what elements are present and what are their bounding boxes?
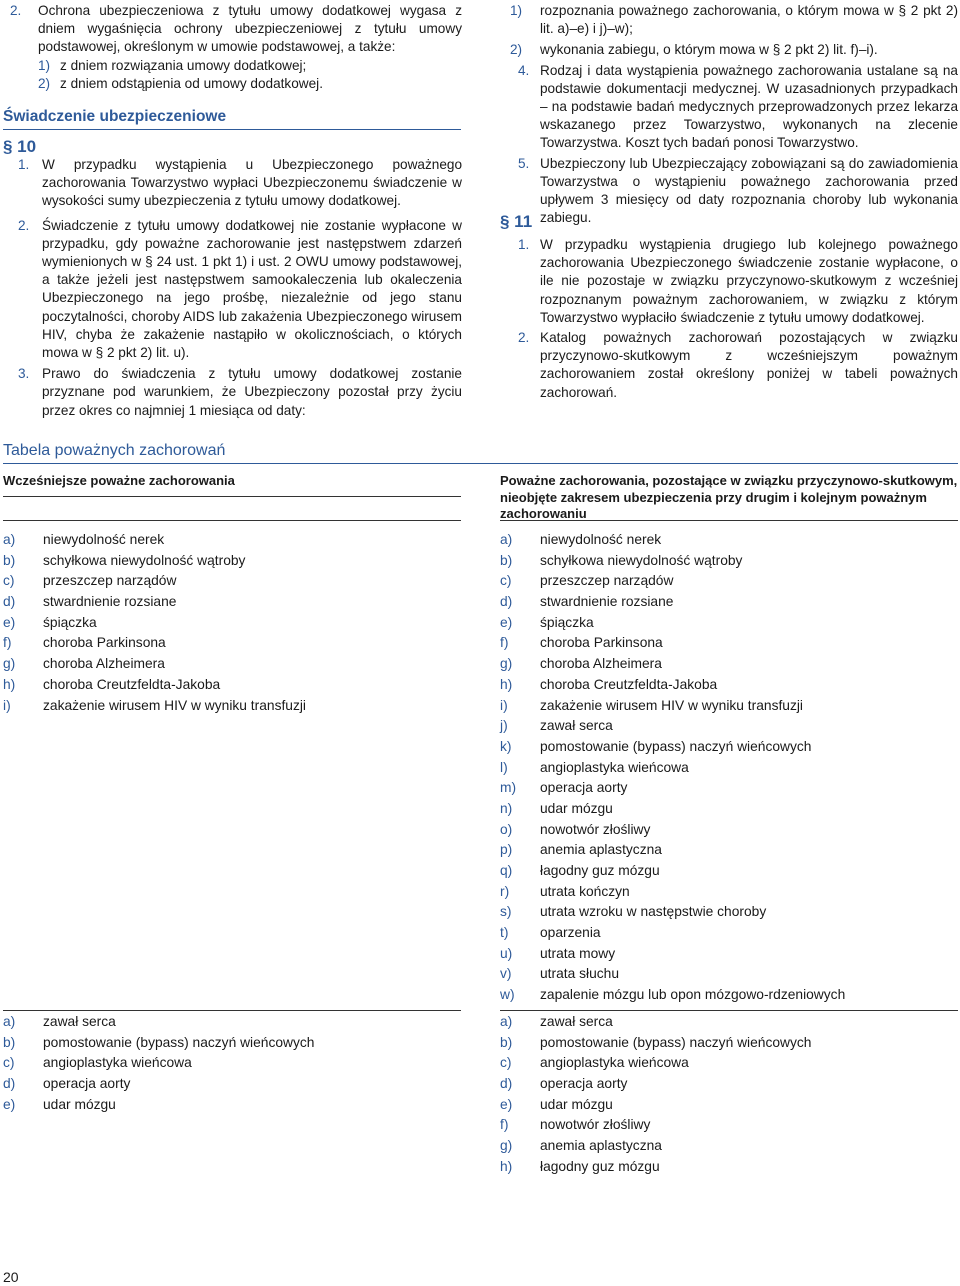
section-10-body <box>10 156 462 420</box>
row-letter: a) <box>3 532 16 547</box>
row-letter: m) <box>500 780 517 796</box>
subitem-number: 1) <box>38 57 51 73</box>
row-text: przeszczep narządów <box>43 573 177 589</box>
item-text: Rodzaj i data wystąpienia poważnego zachorowania ustalane są na podstawie dokumentacji medycznej. W uzasadnionych przypadkach – na podstawie badań medycznych przeprowadzonych przez lekarza wskazanego przez Towarzystwo, wykonanych na zlecenie Towarzystwa. Koszt tych badań ponosi Towarzystwo. <box>540 62 958 151</box>
row-letter: c) <box>3 573 15 589</box>
header-rule-left <box>3 520 461 521</box>
table-row <box>3 654 461 675</box>
row-text: utrata mowy <box>540 945 616 961</box>
group1-left-list <box>3 530 461 716</box>
row-text: nowotwór złośliwy <box>540 821 651 837</box>
table-title: Tabela poważnych zachorowań <box>3 442 958 464</box>
table-row <box>500 571 958 592</box>
row-text: śpiączka <box>43 614 97 630</box>
row-text: angioplastyka wieńcowa <box>43 1055 192 1071</box>
row-letter: i) <box>500 697 508 713</box>
row-letter: u) <box>500 945 513 961</box>
item <box>510 155 958 228</box>
row-text: choroba Parkinsona <box>43 635 166 651</box>
row-letter: i) <box>3 697 11 713</box>
row-text: choroba Creutzfeldta-Jakoba <box>43 676 221 692</box>
row-text: anemia aplastyczna <box>540 1138 662 1154</box>
table-row <box>500 716 958 737</box>
item <box>510 236 958 327</box>
row-text: operacja aorty <box>540 1076 628 1092</box>
subitem-text: rozpoznania poważnego zachorowania, o którym mowa w § 2 pkt 2) lit. a)–e) i j)–w); <box>540 3 958 37</box>
right-column <box>510 2 958 227</box>
row-text: utrata słuchu <box>540 966 619 982</box>
row-text: niewydolność nerek <box>540 532 662 547</box>
section-mark-11: § 11 <box>500 212 533 231</box>
row-text: nowotwór złośliwy <box>540 1117 651 1133</box>
row-letter: q) <box>500 863 513 878</box>
row-text: zawał serca <box>540 1014 613 1029</box>
subitem-text: z dniem rozwiązania umowy dodatkowej; <box>60 57 307 73</box>
subitem-text: wykonania zabiegu, o którym mowa w § 2 pkt 2) lit. f)–i). <box>540 42 878 58</box>
row-text: niewydolność nerek <box>43 532 165 547</box>
item-text: Katalog poważnych zachorowań pozostających w związku przyczynowo-skutkowym z wcześniejszym poważnym zachorowaniem został określony poniżej w tabeli poważnych zachorowań. <box>540 330 958 400</box>
row-letter: b) <box>500 1034 513 1050</box>
row-text: zakażenie wirusem HIV w wyniku transfuzji <box>540 697 803 713</box>
row-letter: s) <box>500 904 512 920</box>
row-text: angioplastyka wieńcowa <box>540 759 689 775</box>
table-row <box>500 944 958 965</box>
table-row <box>3 530 461 551</box>
row-letter: f) <box>500 635 509 651</box>
row-text: pomostowanie (bypass) naczyń wieńcowych <box>43 1034 315 1050</box>
subitem <box>10 75 462 93</box>
table-header-right: Poważne zachorowania, pozostające w związku przyczynowo-skutkowym, nieobjęte zakresem ubezpieczenia przy drugim i kolejnym poważnym zachorowaniu <box>500 473 958 521</box>
table-row <box>500 530 958 551</box>
page-number: 20 <box>3 1269 19 1285</box>
item-2-expiry <box>10 2 462 57</box>
table-row <box>3 592 461 613</box>
item-number: 2. <box>18 217 30 233</box>
table-row <box>3 633 461 654</box>
table-row <box>3 613 461 634</box>
subitem-number: 1) <box>510 3 523 18</box>
row-letter: e) <box>3 1096 16 1112</box>
row-letter: c) <box>500 1055 512 1071</box>
row-text: operacja aorty <box>540 780 628 796</box>
row-letter: e) <box>500 614 513 630</box>
row-text: pomostowanie (bypass) naczyń wieńcowych <box>540 1034 812 1050</box>
table-row <box>3 1095 461 1116</box>
table-row <box>500 799 958 820</box>
row-text: zapalenie mózgu lub opon mózgowo-rdzeniowych <box>540 987 846 1003</box>
row-text: pomostowanie (bypass) naczyń wieńcowych <box>540 738 812 754</box>
row-letter: f) <box>3 635 12 651</box>
table-header-left: Wcześniejsze poważne zachorowania <box>3 473 461 497</box>
item-number: 3. <box>18 366 30 382</box>
row-letter: d) <box>500 1076 513 1092</box>
row-letter: h) <box>500 1158 513 1174</box>
table-row <box>500 964 958 985</box>
table-row <box>500 1095 958 1116</box>
row-letter: g) <box>500 656 513 672</box>
item <box>10 217 462 363</box>
table-row <box>500 902 958 923</box>
item-text: Ochrona ubezpieczeniowa z tytułu umowy dodatkowej wygasa z dniem wygaśnięcia ochrony ubezpieczeniowej z tytułu umowy podstawowej, określonym w umowie podstawowej, a także: <box>38 3 462 55</box>
row-letter: e) <box>3 614 16 630</box>
row-letter: w) <box>500 987 515 1003</box>
row-letter: b) <box>500 552 513 568</box>
table-row <box>500 1053 958 1074</box>
table-row <box>500 1157 958 1178</box>
group-divider-left <box>3 1010 461 1011</box>
row-text: udar mózgu <box>43 1096 116 1112</box>
table-row <box>500 778 958 799</box>
table-row <box>500 737 958 758</box>
table-row <box>500 592 958 613</box>
table-row <box>3 551 461 572</box>
row-letter: c) <box>500 573 512 589</box>
table-row <box>3 1012 461 1033</box>
row-letter: g) <box>500 1138 513 1154</box>
subitem <box>510 41 958 59</box>
table-row <box>3 675 461 696</box>
row-letter: a) <box>500 532 513 547</box>
row-text: operacja aorty <box>43 1076 131 1092</box>
row-letter: p) <box>500 842 513 858</box>
table-row <box>500 675 958 696</box>
table-row <box>500 1136 958 1157</box>
row-letter: k) <box>500 738 512 754</box>
row-text: schyłkowa niewydolność wątroby <box>43 552 246 568</box>
row-text: choroba Alzheimera <box>43 656 165 672</box>
row-letter: t) <box>500 925 509 941</box>
table-row <box>3 1053 461 1074</box>
row-letter: b) <box>3 1034 16 1050</box>
table-row <box>500 861 958 882</box>
row-text: schyłkowa niewydolność wątroby <box>540 552 743 568</box>
subitem-number: 2) <box>510 42 523 58</box>
row-text: choroba Alzheimera <box>540 656 662 672</box>
row-text: anemia aplastyczna <box>540 842 662 858</box>
row-text: śpiączka <box>540 614 594 630</box>
row-letter: d) <box>3 1076 16 1092</box>
left-column <box>10 2 462 93</box>
table-row <box>500 633 958 654</box>
item-number: 2. <box>518 330 530 346</box>
subitem-text: z dniem odstąpienia od umowy dodatkowej. <box>60 75 323 91</box>
row-text: łagodny guz mózgu <box>540 863 660 878</box>
item <box>10 365 462 420</box>
table-row <box>3 1074 461 1095</box>
row-letter: a) <box>3 1014 16 1029</box>
table-row <box>500 985 958 1006</box>
row-letter: h) <box>3 676 16 692</box>
item-text: W przypadku wystąpienia u Ubezpieczonego poważnego zachorowania Towarzystwo wypłaci Ubezpieczonemu świadczenie w wysokości sumy ubezpieczenia z tytułu umowy dodatkowej. <box>42 157 462 209</box>
table-row <box>3 1033 461 1054</box>
row-letter: n) <box>500 800 513 816</box>
table-row <box>500 696 958 717</box>
group2-left-list <box>3 1012 461 1115</box>
table-row <box>500 1115 958 1136</box>
subitem <box>510 2 958 38</box>
group-divider-right <box>500 1010 958 1011</box>
row-text: udar mózgu <box>540 1096 613 1112</box>
item <box>510 329 958 402</box>
row-letter: g) <box>3 656 16 672</box>
row-letter: j) <box>500 718 508 734</box>
row-text: zawał serca <box>43 1014 116 1029</box>
group2-right-list <box>500 1012 958 1178</box>
item-text: Świadczenie z tytułu umowy dodatkowej nie zostanie wypłacone w przypadku, gdy poważne zachorowanie jest następstwem zdarzeń wymienionych w § 24 ust. 1 pkt 1) i ust. 2 OWU umowy podstawowej, a także jeżeli jest następstwem samookaleczenia lub okaleczenia Ubezpieczonego na jego prośbę, niezależnie od jego stanu poczytalności, choroby AIDS lub zakażenia Ubezpieczonego wirusem HIV, chyba że zakażenie nastąpiło w okolicznościach, o których mowa w § 2 pkt 2) lit. u). <box>42 217 462 361</box>
table-row <box>500 551 958 572</box>
row-text: łagodny guz mózgu <box>540 1158 660 1174</box>
row-letter: o) <box>500 821 513 837</box>
header-rule-right <box>500 520 958 521</box>
item-text: W przypadku wystąpienia drugiego lub kolejnego poważnego zachorowania Ubezpieczonego świadczenie zostanie wypłacone, o ile nie pozostaje w związku przyczynowo-skutkowym z wcześniej rozpoznanym poważnym zachorowaniem, w związku z którym Towarzystwo wypłaciło świadczenie z tytułu umowy dodatkowej. <box>540 237 958 325</box>
table-row <box>3 571 461 592</box>
row-letter: f) <box>500 1117 509 1133</box>
row-letter: e) <box>500 1096 513 1112</box>
row-text: przeszczep narządów <box>540 573 674 589</box>
table-row <box>500 923 958 944</box>
item <box>510 62 958 153</box>
row-letter: d) <box>500 594 513 610</box>
item-text: Prawo do świadczenia z tytułu umowy dodatkowej zostanie przyznane pod warunkiem, że Ubezpieczony pozostał przy życiu przez okres co najmniej 1 miesiąca od daty: <box>42 366 462 418</box>
table-row <box>500 882 958 903</box>
item <box>10 156 462 211</box>
table-row <box>500 1033 958 1054</box>
table-row <box>500 654 958 675</box>
subitem-number: 2) <box>38 75 51 91</box>
table-row <box>500 820 958 841</box>
item-number: 1. <box>518 237 530 252</box>
row-text: choroba Creutzfeldta-Jakoba <box>540 676 718 692</box>
subitem <box>10 57 462 75</box>
table-row <box>500 613 958 634</box>
row-text: stwardnienie rozsiane <box>43 594 177 610</box>
row-text: choroba Parkinsona <box>540 635 663 651</box>
row-letter: c) <box>3 1055 15 1071</box>
table-row <box>500 758 958 779</box>
item-number: 1. <box>18 157 30 172</box>
table-row <box>3 696 461 717</box>
table-row <box>500 1074 958 1095</box>
row-text: zawał serca <box>540 718 613 734</box>
row-letter: h) <box>500 676 513 692</box>
table-row <box>500 1012 958 1033</box>
row-letter: l) <box>500 759 508 775</box>
row-text: udar mózgu <box>540 800 613 816</box>
group1-right-list <box>500 530 958 1006</box>
table-row <box>500 840 958 861</box>
row-letter: v) <box>500 966 512 982</box>
section-11-body <box>510 236 958 402</box>
row-text: zakażenie wirusem HIV w wyniku transfuzji <box>43 697 306 713</box>
row-letter: d) <box>3 594 16 610</box>
row-text: stwardnienie rozsiane <box>540 594 674 610</box>
row-text: utrata kończyn <box>540 883 630 899</box>
row-text: utrata wzroku w następstwie choroby <box>540 904 767 920</box>
row-letter: r) <box>500 883 510 899</box>
row-letter: b) <box>3 552 16 568</box>
item-number: 5. <box>518 155 530 171</box>
section-mark-10: § 10 <box>3 137 37 156</box>
row-text: angioplastyka wieńcowa <box>540 1055 689 1071</box>
row-text: oparzenia <box>540 925 601 941</box>
item-text: Ubezpieczony lub Ubezpieczający zobowiązani są do zawiadomienia Towarzystwa o wystąpieniu poważnego zachorowania przed upływem 3 miesięcy od daty rozpoznania choroby lub wykonania zabiegu. <box>540 155 958 226</box>
item-number: 4. <box>518 62 530 78</box>
item-number: 2. <box>10 3 22 18</box>
row-letter: a) <box>500 1014 513 1029</box>
section-title: Świadczenie ubezpieczeniowe <box>3 108 461 130</box>
